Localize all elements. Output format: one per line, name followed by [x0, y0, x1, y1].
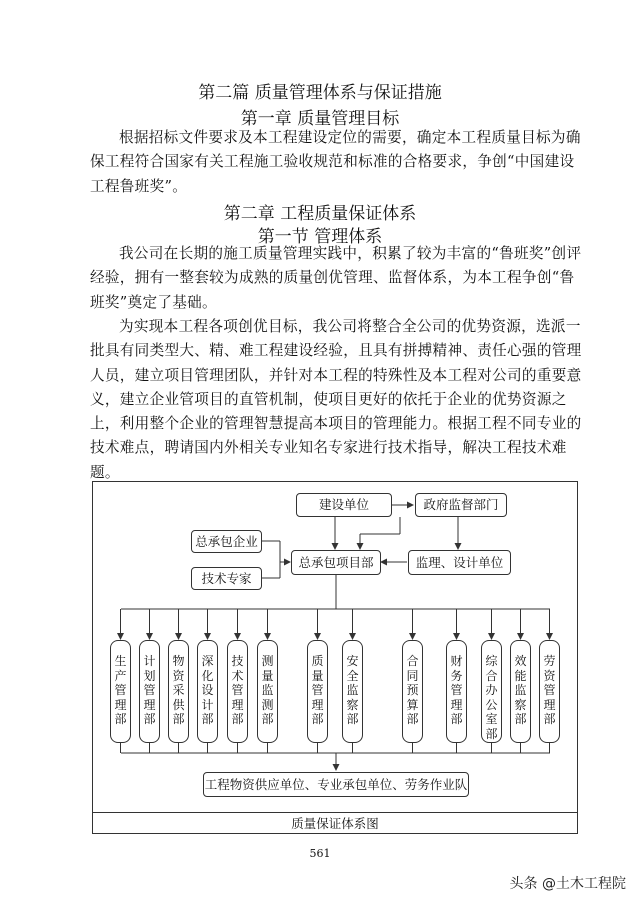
department-box: 计划管理部: [139, 640, 160, 743]
department-box: 效能监察部: [510, 640, 531, 743]
department-box: 劳资管理部: [539, 640, 560, 743]
owner-box: 建设单位: [296, 493, 392, 517]
supervision-design-box: 监理、设计单位: [408, 550, 511, 575]
part-heading: 第二篇 质量管理体系与保证措施: [198, 83, 442, 103]
department-box: 合同预算部: [402, 640, 423, 743]
paragraph-1: 根据招标文件要求及本工程建设定位的需要，确定本工程质量目标为确保工程符合国家有关工程施工验收规范和标准的合格要求，争创“中国建设工程鲁班奖”。: [90, 129, 581, 195]
chapter2-heading: 第二章 工程质量保证体系: [223, 204, 417, 224]
paragraph-2: 我公司在长期的施工质量管理实践中，积累了较为丰富的“鲁班奖”创评经验，拥有一整套较为成熟的质量创优管理、监督体系，为本工程争创“鲁班奖”奠定了基础。: [90, 245, 582, 311]
chapter1-heading: 第一章 质量管理目标: [240, 109, 400, 129]
technical-expert-box: 技术专家: [191, 567, 262, 590]
department-box: 质量管理部: [307, 640, 328, 743]
department-box: 深化设计部: [197, 640, 218, 743]
department-box: 测量监测部: [257, 640, 278, 743]
department-box: 技术管理部: [227, 640, 248, 743]
watermark: 头条 @土木工程院: [509, 876, 626, 892]
diagram-caption: 质量保证体系图: [92, 812, 578, 834]
section1-heading: 第一节 管理体系: [257, 227, 383, 247]
department-box: 财务管理部: [446, 640, 467, 743]
department-box: 物资采供部: [168, 640, 189, 743]
paragraph-3: 为实现本工程各项创优目标，我公司将整合全公司的优势资源，选派一批具有同类型大、精、难工程建设经验，且具有拼搏精神、责任心强的管理人员，建立项目管理团队，并针对本工程的特殊性及本工程对公司的重要意义，建立企业管项目的直管机制，使项目更好的依托于企业的优势资源之上，利用整个企业的管理智慧提高本项目的管理能力。根据工程不同专业的技术难点，聘请国内外相关专业知名专家进行技术指导，解决工程技术难题。: [90, 318, 582, 481]
department-box: 生产管理部: [110, 640, 131, 743]
government-supervision-box: 政府监督部门: [415, 493, 507, 517]
project-department-box: 总承包项目部: [291, 550, 381, 575]
page-number: 561: [309, 847, 331, 860]
general-contractor-box: 总承包企业: [191, 530, 262, 553]
department-box: 安全监察部: [342, 640, 363, 743]
department-box: 综合办公室部: [481, 640, 502, 743]
subcontractors-box: 工程物资供应单位、专业承包单位、劳务作业队: [203, 772, 469, 797]
